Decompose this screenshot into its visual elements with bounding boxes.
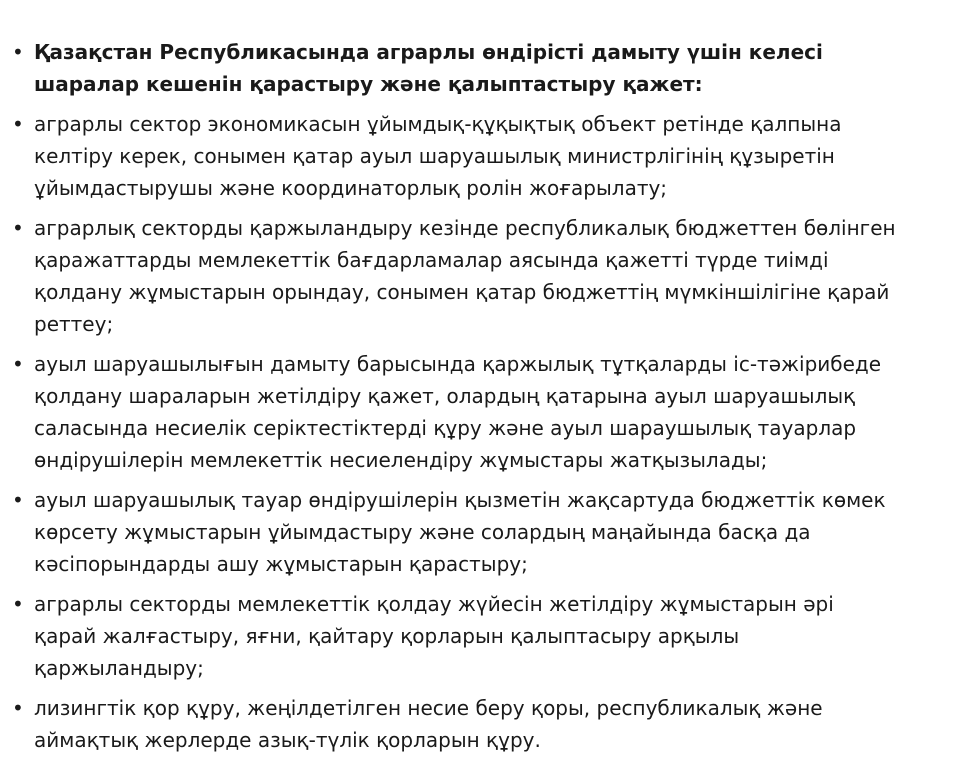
bullet-text: Қазақстан Республикасында аграрлы өндірісті дамыту үшін келесі шаралар кешенін қарастыру және қалыптастыру қажет:: [34, 40, 823, 96]
bullet-dot-icon: •: [12, 352, 24, 376]
bullet-item: [0, 484, 960, 580]
bullet-item: [0, 348, 960, 476]
bullet-item: [0, 588, 960, 684]
bullet-dot-icon: •: [12, 592, 24, 616]
bullet-text: аграрлық секторды қаржыландыру кезінде республикалық бюджеттен бөлінген қаражаттарды мемлекеттік бағдарламалар аясында қажетті түрде тиімді қолдану жұмыстарын орындау, сонымен қатар бюджеттің мүмкіншілігіне қарай реттеу;: [34, 216, 896, 336]
bullet-text: аграрлы секторды мемлекеттік қолдау жүйесін жетілдіру жұмыстарын әрі қарай жалғастыру, яғни, қайтару қорларын қалыптасыру арқылы қаржыландыру;: [34, 592, 834, 680]
bullet-item: [0, 108, 960, 204]
bullet-dot-icon: •: [12, 696, 24, 720]
bullet-text: аграрлы сектор экономикасын ұйымдық-құқықтық объект ретінде қалпына келтіру керек, сонымен қатар ауыл шаруашылық министрлігінің құзыретін ұйымдастырушы және координаторлық ролін жоғарылату;: [34, 112, 842, 200]
bullet-dot-icon: •: [12, 216, 24, 240]
bullet-dot-icon: •: [12, 40, 24, 64]
bullet-item: [0, 692, 960, 756]
bullet-dot-icon: •: [12, 488, 24, 512]
bullet-item: [0, 36, 960, 100]
bullet-list: [0, 36, 960, 764]
bullet-text: ауыл шаруашылығын дамыту барысында қаржылық тұтқаларды іс-тәжірибеде қолдану шараларын жетілдіру қажет, олардың қатарына ауыл шаруашылық саласында несиелік серіктестіктерді құру және ауыл шараушылық тауарлар өндірушілерін мемлекеттік несиелендіру жұмыстары жатқызылады;: [34, 352, 882, 472]
bullet-dot-icon: •: [12, 112, 24, 136]
bullet-item: [0, 212, 960, 340]
bullet-text: ауыл шаруашылық тауар өндірушілерін қызметін жақсартуда бюджеттік көмек көрсету жұмыстарын ұйымдастыру және солардың маңайында басқа да кәсіпорындарды ашу жұмыстарын қарастыру;: [34, 488, 886, 576]
bullet-text: лизингтік қор құру, жеңілдетілген несие беру қоры, республикалық және аймақтық жерлерде азық-түлік қорларын құру.: [34, 696, 823, 752]
